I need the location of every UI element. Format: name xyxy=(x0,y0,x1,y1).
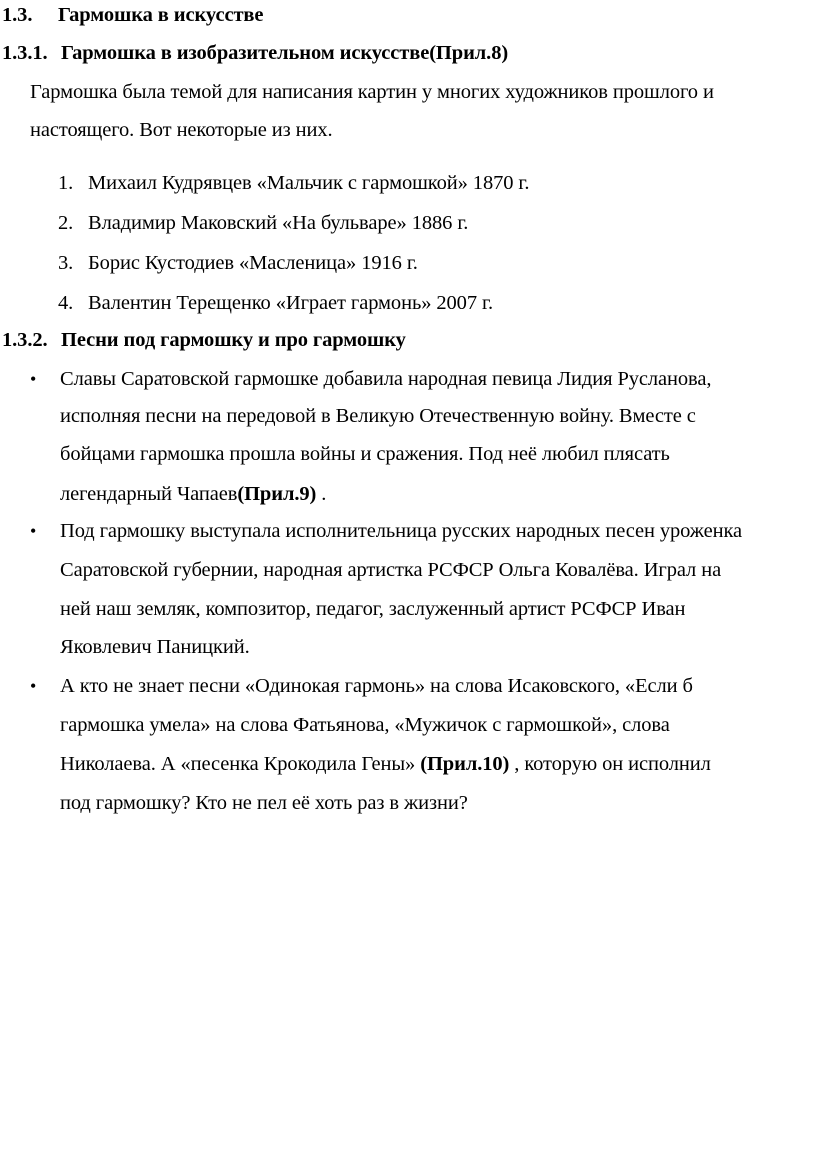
list-item: Валентин Терещенко «Играет гармонь» 2007 г. xyxy=(88,292,494,314)
bullet-3-line-2: гармошка умела» на слова Фатьянова, «Мужичок с гармошкой», слова xyxy=(60,714,670,736)
list-item-number: 2. xyxy=(58,212,74,234)
appendix-ref-9: (Прил.9) xyxy=(237,483,317,505)
heading-1-3-2-number: 1.3.2. xyxy=(2,329,48,351)
heading-1-3-2-title: Песни под гармошку и про гармошку xyxy=(61,329,406,351)
list-item-number: 1. xyxy=(58,172,74,194)
heading-1-3-1-title: Гармошка в изобразительном искусстве(Прил.8) xyxy=(61,42,509,64)
bullet-1-tail: . xyxy=(316,483,327,505)
bullet-3-tail: , которую он исполнил xyxy=(509,753,711,775)
bullet-1-line-1: Славы Саратовской гармошке добавила народная певица Лидия Русланова, xyxy=(60,368,712,390)
bullet-icon: • xyxy=(30,521,37,541)
bullet-3-line-4: под гармошку? Кто не пел её хоть раз в жизни? xyxy=(60,792,468,814)
bullet-2-line-1: Под гармошку выступала исполнительница русских народных песен уроженка xyxy=(60,520,743,542)
bullet-icon: • xyxy=(30,676,37,696)
list-item: Борис Кустодиев «Масленица» 1916 г. xyxy=(88,252,418,274)
intro-line-2: настоящего. Вот некоторые из них. xyxy=(30,119,333,141)
appendix-ref-10: (Прил.10) xyxy=(420,753,510,775)
heading-1-3-1-number: 1.3.1. xyxy=(2,42,48,64)
bullet-3-line-3 xyxy=(60,752,711,776)
bullet-2-line-4: Яковлевич Паницкий. xyxy=(60,636,250,658)
bullet-3-line-1: А кто не знает песни «Одинокая гармонь» на слова Исаковского, «Если б xyxy=(60,675,693,697)
bullet-2-line-3: ней наш земляк, композитор, педагог, заслуженный артист РСФСР Иван xyxy=(60,598,686,620)
heading-1-3-number: 1.3. xyxy=(2,4,33,26)
intro-line-1: Гармошка была темой для написания картин у многих художников прошлого и xyxy=(30,81,714,103)
bullet-1-line-4 xyxy=(60,482,326,506)
bullet-1-line-3: бойцами гармошка прошла войны и сражения. Под неё любил плясать xyxy=(60,443,670,465)
heading-1-3-title: Гармошка в искусстве xyxy=(58,4,264,26)
list-item-number: 3. xyxy=(58,252,74,274)
bullet-icon: • xyxy=(30,369,37,389)
bullet-1-text: легендарный Чапаев xyxy=(60,483,238,505)
bullet-3-text: Николаева. А «песенка Крокодила Гены» xyxy=(60,753,421,775)
bullet-2-line-2: Саратовской губернии, народная артистка РСФСР Ольга Ковалёва. Играл на xyxy=(60,559,722,581)
list-item: Владимир Маковский «На бульваре» 1886 г. xyxy=(88,212,469,234)
bullet-1-line-2: исполняя песни на передовой в Великую Отечественную войну. Вместе с xyxy=(60,405,696,427)
list-item-number: 4. xyxy=(58,292,74,314)
list-item: Михаил Кудрявцев «Мальчик с гармошкой» 1870 г. xyxy=(88,172,530,194)
